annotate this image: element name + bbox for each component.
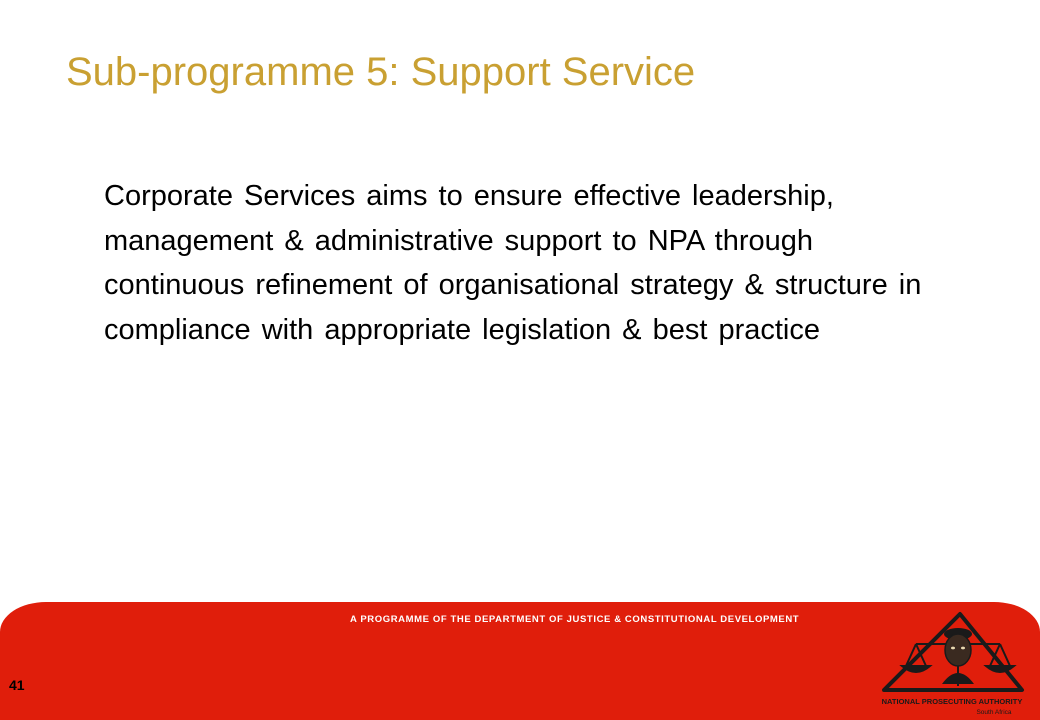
logo-wordmark: NATIONAL PROSECUTING AUTHORITY xyxy=(881,697,1023,706)
portrait-figure-icon xyxy=(942,628,974,684)
npa-logo xyxy=(872,610,1032,718)
slide-body-text: Corporate Services aims to ensure effective leadership, management & administrative support to NPA through continuous refinement of organisational strategy & structure in compliance with appropriate legislation & best practice xyxy=(104,180,922,346)
footer-tagline: A PROGRAMME OF THE DEPARTMENT OF JUSTICE & CONSTITUTIONAL DEVELOPMENT xyxy=(350,614,800,625)
page-number: 41 xyxy=(9,677,25,693)
logo-subtext: South Africa xyxy=(976,709,1012,716)
slide-title: Sub-programme 5: Support Service xyxy=(66,50,696,94)
